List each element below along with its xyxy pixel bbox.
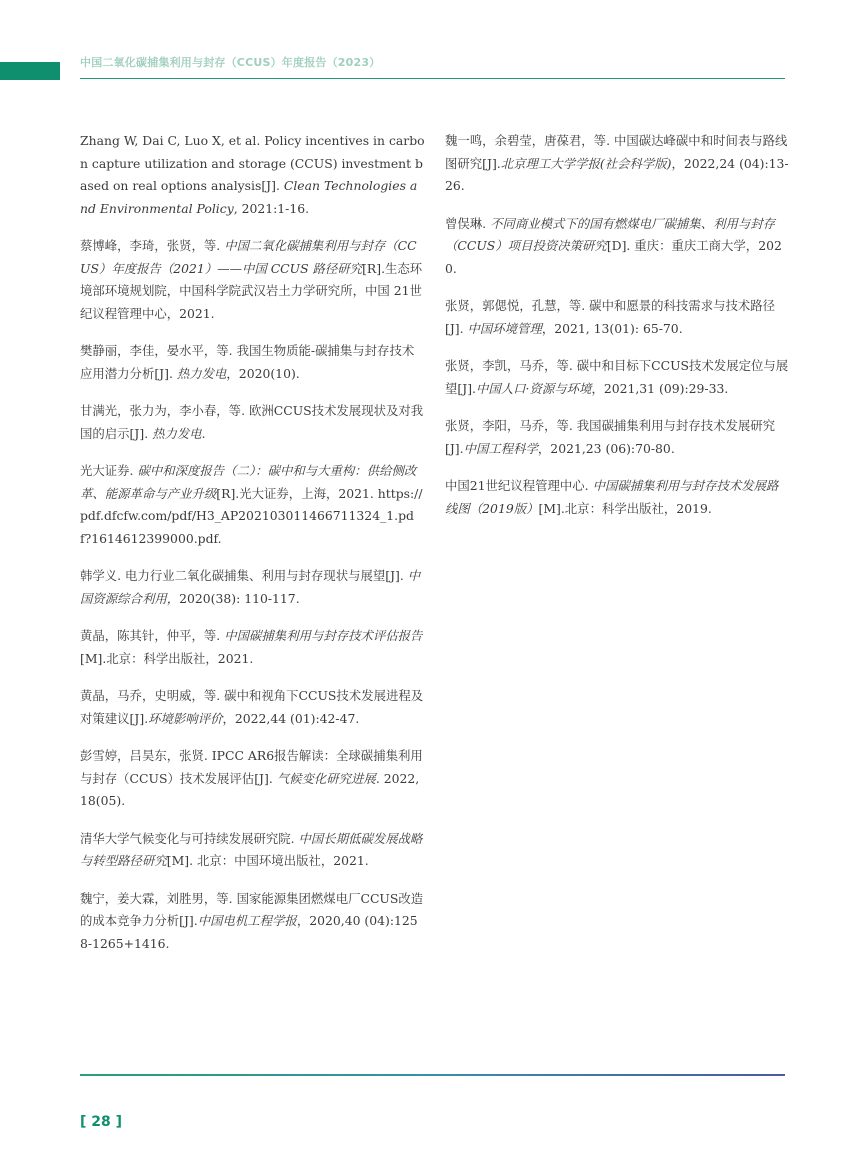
- reference-text: .: [201, 425, 206, 441]
- reference-entry: [80, 340, 425, 385]
- reference-entry: [445, 130, 790, 198]
- reference-text: 光大证券.: [80, 463, 138, 478]
- reference-venue: 中国碳捕集利用与封存技术发展路线图（2019版）: [445, 478, 779, 516]
- reference-text: [M].北京：科学出版社，2021.: [80, 650, 254, 666]
- reference-text: 蔡博峰，李琦，张贤，等.: [80, 238, 225, 253]
- header-divider: [80, 78, 785, 79]
- reference-text: 张贤，李凯，马乔，等. 碳中和目标下CCUS技术发展定位与展望[J].: [445, 358, 789, 396]
- reference-venue: 中国人口·资源与环境: [475, 380, 592, 396]
- reference-entry: [445, 415, 790, 460]
- reference-text: 韩学义. 电力行业二氧化碳捕集、利用与封存现状与展望[J].: [80, 568, 408, 583]
- references-left-column: [80, 130, 425, 970]
- reference-entry: [80, 828, 425, 873]
- reference-text: ，2021,23 (06):70-80.: [537, 440, 675, 456]
- reference-text: . 2022,18(05).: [80, 770, 420, 808]
- reference-text: 张贤，郭偲悦，孔慧，等. 碳中和愿景的科技需求与技术路径[J].: [445, 298, 776, 336]
- reference-venue: 环境影响评价: [148, 710, 223, 726]
- reference-entry: [80, 235, 425, 325]
- reference-venue: 中国资源综合利用，: [80, 568, 421, 606]
- reference-text: Zhang W, Dai C, Luo X, et al. Policy incentives in carbon capture utilization and storage (CCUS) investment based on real options analysis[J].: [80, 133, 425, 193]
- reference-venue: 不同商业模式下的国有燃煤电厂碳捕集、利用与封存（CCUS）项目投资决策研究: [445, 215, 776, 253]
- reference-text: 甘满光，张力为，李小春，等. 欧洲CCUS技术发展现状及对我国的启示[J].: [80, 403, 424, 441]
- reference-entry: [445, 475, 790, 520]
- reference-text: ，2022,44 (01):42-47.: [222, 710, 360, 726]
- reference-text: 张贤，李阳，马乔，等. 我国碳捕集利用与封存技术发展研究[J].: [445, 418, 776, 456]
- reference-text: [R].生态环境部环境规划院，中国科学院武汉岩土力学研究所，中国 21世纪议程管理中心，2021.: [80, 260, 423, 321]
- header-accent-bar: [0, 62, 60, 80]
- reference-text: ，2022,24 (04):13-26.: [445, 155, 789, 193]
- reference-text: ，2020(10).: [226, 365, 300, 381]
- reference-entry: [80, 400, 425, 445]
- reference-venue: 北京理工大学学报(社会科学版): [500, 155, 672, 171]
- reference-text: 彭雪婷，吕昊东，张贤. IPCC AR6报告解读：全球碳捕集利用与封存（CCUS）技术发展评估[J].: [80, 748, 423, 786]
- reference-entry: [80, 625, 425, 670]
- reference-text: 樊静丽，李佳，晏水平，等. 我国生物质能-碳捕集与封存技术应用潜力分析[J].: [80, 343, 415, 381]
- footer-divider: [80, 1074, 785, 1076]
- reference-entry: [80, 460, 425, 550]
- reference-venue: 热力发电: [152, 425, 202, 441]
- reference-text: , 2021:1-16.: [233, 200, 310, 216]
- reference-entry: [80, 565, 425, 610]
- reference-text: [M].北京：科学出版社，2019.: [538, 500, 712, 516]
- reference-venue: 气候变化研究进展: [276, 770, 376, 786]
- reference-text: 曾俣琳.: [445, 215, 491, 231]
- reference-venue: 碳中和深度报告（二）：碳中和与大重构：供给侧改革、能源革命与产业升级: [80, 463, 417, 501]
- reference-text: [D]. 重庆：重庆工商大学，2020.: [445, 238, 782, 276]
- reference-text: [R].光大证券，上海，2021. https://pdf.dfcfw.com/pdf/H3_AP202103011466711324_1.pdf?1614612399000.pdf.: [80, 485, 423, 546]
- references-right-column: [445, 130, 790, 535]
- reference-text: 黄晶，陈其针，仲平，等.: [80, 628, 225, 643]
- reference-text: ，2021,31 (09):29-33.: [591, 380, 729, 396]
- reference-text: 清华大学气候变化与可持续发展研究院.: [80, 830, 299, 846]
- reference-entry: [80, 745, 425, 813]
- reference-entry: [445, 355, 790, 400]
- reference-venue: 中国电机工程学报: [197, 913, 297, 928]
- reference-text: ，2021, 13(01): 65-70.: [541, 320, 683, 336]
- reference-entry: [80, 130, 425, 220]
- reference-text: ，2020,40 (04):1258-1265+1416.: [80, 913, 418, 951]
- reference-text: 魏一鸣，余碧莹，唐葆君，等. 中国碳达峰碳中和时间表与路线图研究[J].: [445, 133, 788, 171]
- reference-venue: 中国长期低碳发展战略与转型路径研究: [80, 830, 423, 868]
- reference-venue: 中国工程科学: [463, 440, 538, 456]
- reference-entry: [445, 213, 790, 281]
- reference-entry: [80, 888, 425, 956]
- running-header-title: 中国二氧化碳捕集利用与封存（CCUS）年度报告（2023）: [80, 56, 381, 69]
- reference-venue: 中国碳捕集利用与封存技术评估报告: [224, 628, 423, 643]
- reference-text: 中国21世纪议程管理中心.: [445, 478, 593, 493]
- reference-text: [M]. 北京：中国环境出版社，2021.: [166, 853, 369, 868]
- reference-text: 魏宁，姜大霖，刘胜男，等. 国家能源集团燃煤电厂CCUS改造的成本竞争力分析[J].: [80, 890, 424, 928]
- page-number: [ 28 ]: [80, 1114, 123, 1130]
- reference-entry: [80, 685, 425, 730]
- reference-venue: Clean Technologies and Environmental Policy: [80, 178, 418, 216]
- reference-venue: 中国二氧化碳捕集利用与封存（CCUS）年度报告（2021）——中国 CCUS 路径研究: [80, 238, 417, 276]
- reference-text: 2020(38): 110-117.: [179, 590, 300, 606]
- reference-venue: 热力发电: [176, 365, 227, 381]
- reference-venue: 中国环境管理: [467, 320, 542, 336]
- reference-text: 黄晶，马乔，史明威，等. 碳中和视角下CCUS技术发展进程及对策建议[J].: [80, 688, 424, 726]
- reference-entry: [445, 295, 790, 340]
